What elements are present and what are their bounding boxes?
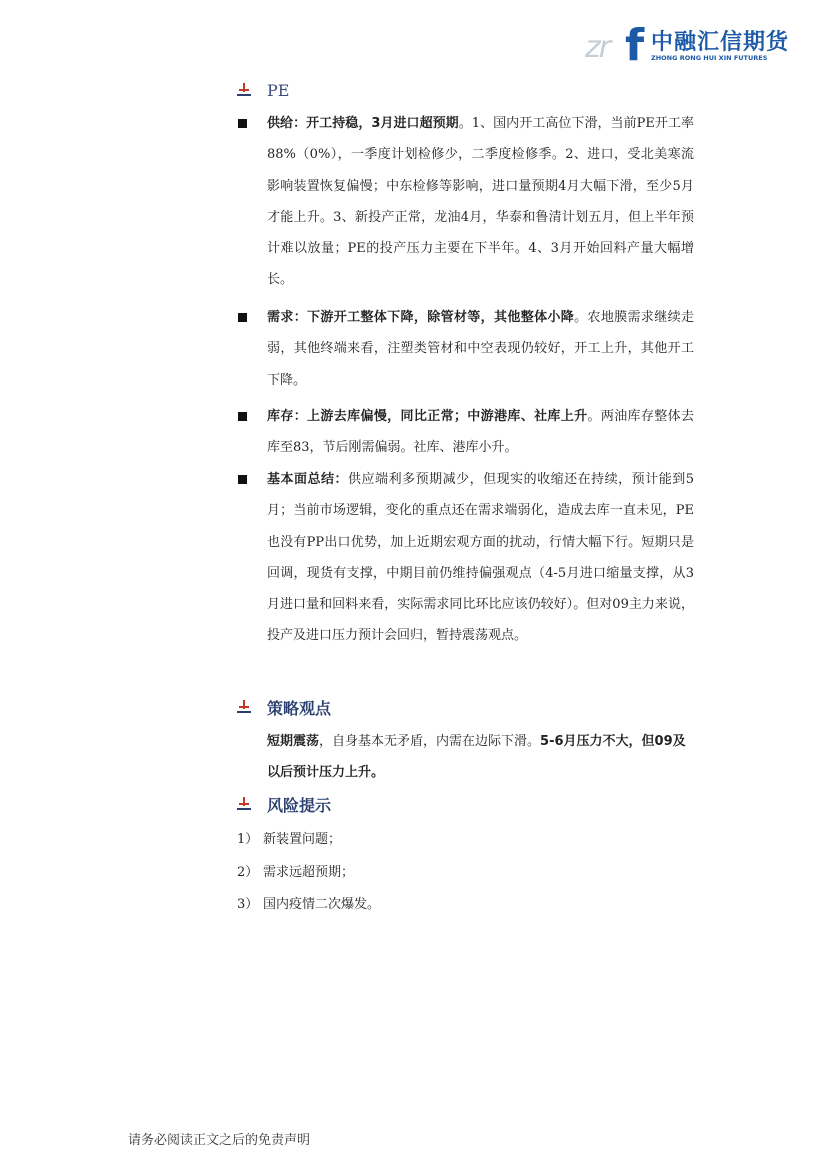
section-title: 风险提示: [267, 795, 332, 815]
logo-f-mark: f: [625, 20, 645, 71]
inventory-item: [238, 401, 694, 464]
risk-text: 国内疫情二次爆发。: [263, 896, 381, 912]
strategy-bold-1: 短期震荡: [267, 734, 320, 749]
summary-bold: 基本面总结：: [267, 472, 349, 487]
risk-item: [237, 892, 380, 912]
square-bullet-icon: [238, 119, 247, 128]
section-heading-pe: [237, 79, 289, 101]
strategy-text: [267, 726, 694, 788]
arrow-bullet-icon: [237, 83, 251, 97]
section-heading-strategy: [237, 696, 331, 718]
logo-cn-name: 中融汇信期货: [651, 30, 790, 55]
square-bullet-icon: [238, 412, 247, 421]
demand-bold: 需求：下游开工整体下降，除管材等，其他整体小降: [267, 310, 575, 325]
inventory-text: 。两油库存整体去库至83，节后刚需偏弱。社库、港库小升。: [267, 409, 694, 456]
section-heading-risk: [237, 793, 331, 815]
risk-number: 1）: [237, 831, 259, 847]
risk-text: 需求远超预期；: [263, 864, 355, 880]
strategy-bold-2: 5-6月压力不大，但09及以后预计压力上升。: [267, 734, 686, 780]
summary-item: [238, 464, 694, 652]
risk-text: 新装置问题；: [263, 831, 342, 847]
summary-text: 供应端利多预期减少，但现实的收缩还在持续，预计能到5月；当前市场逻辑，变化的重点还在需求端弱化，造成去库一直未见，PE也没有PP出口优势，加上近期宏观方面的扰动，行情大幅下行。短期只是回调，现货有支撑，中期目前仍维持偏强观点（4-5月进口缩量支撑，从3月进口量和回料来看，实际需求同比环比应该仍较好）。但对09主力来说，投产及进口压力预计会回归，暂持震荡观点。: [267, 472, 694, 644]
risk-number: 3）: [237, 896, 259, 912]
supply-item: [238, 108, 694, 296]
arrow-bullet-icon: [237, 797, 251, 811]
risk-number: 2）: [237, 864, 259, 880]
risk-item: [237, 860, 354, 880]
square-bullet-icon: [238, 475, 247, 484]
logo-en-name: ZHONG RONG HUI XIN FUTURES: [651, 54, 768, 62]
inventory-bold: 库存：上游去库偏慢，同比正常；中游港库、社库上升: [267, 409, 588, 424]
strategy-normal: ，自身基本无矛盾，内需在边际下滑。: [319, 734, 541, 749]
supply-bold: 供给：开工持稳，3月进口超预期: [267, 116, 459, 131]
section-title: 策略观点: [267, 698, 332, 718]
disclaimer-footer: 请务必阅读正文之后的免责声明: [128, 1133, 311, 1148]
supply-text: 。1、国内开工高位下滑，当前PE开工率88%（0%），一季度计划检修少，二季度检修季。2、进口，受北美寒流影响装置恢复偏慢；中东检修等影响，进口量预期4月大幅下滑，至少5月才能上升。3、新投产正常，龙油4月，华泰和鲁清计划五月，但上半年预计难以放量；PE的投产压力主要在下半年。4、3月开始回料产量大幅增长。: [267, 116, 695, 288]
demand-text: 。农地膜需求继续走弱，其他终端来看，注塑类管材和中空表现仍较好，开工上升，其他开工下降。: [267, 310, 694, 388]
section-title: PE: [267, 80, 290, 100]
company-logo: [585, 20, 790, 71]
risk-item: [237, 827, 341, 847]
square-bullet-icon: [238, 313, 247, 322]
logo-letters: zr: [585, 30, 610, 65]
arrow-bullet-icon: [237, 700, 251, 714]
demand-item: [238, 302, 694, 396]
